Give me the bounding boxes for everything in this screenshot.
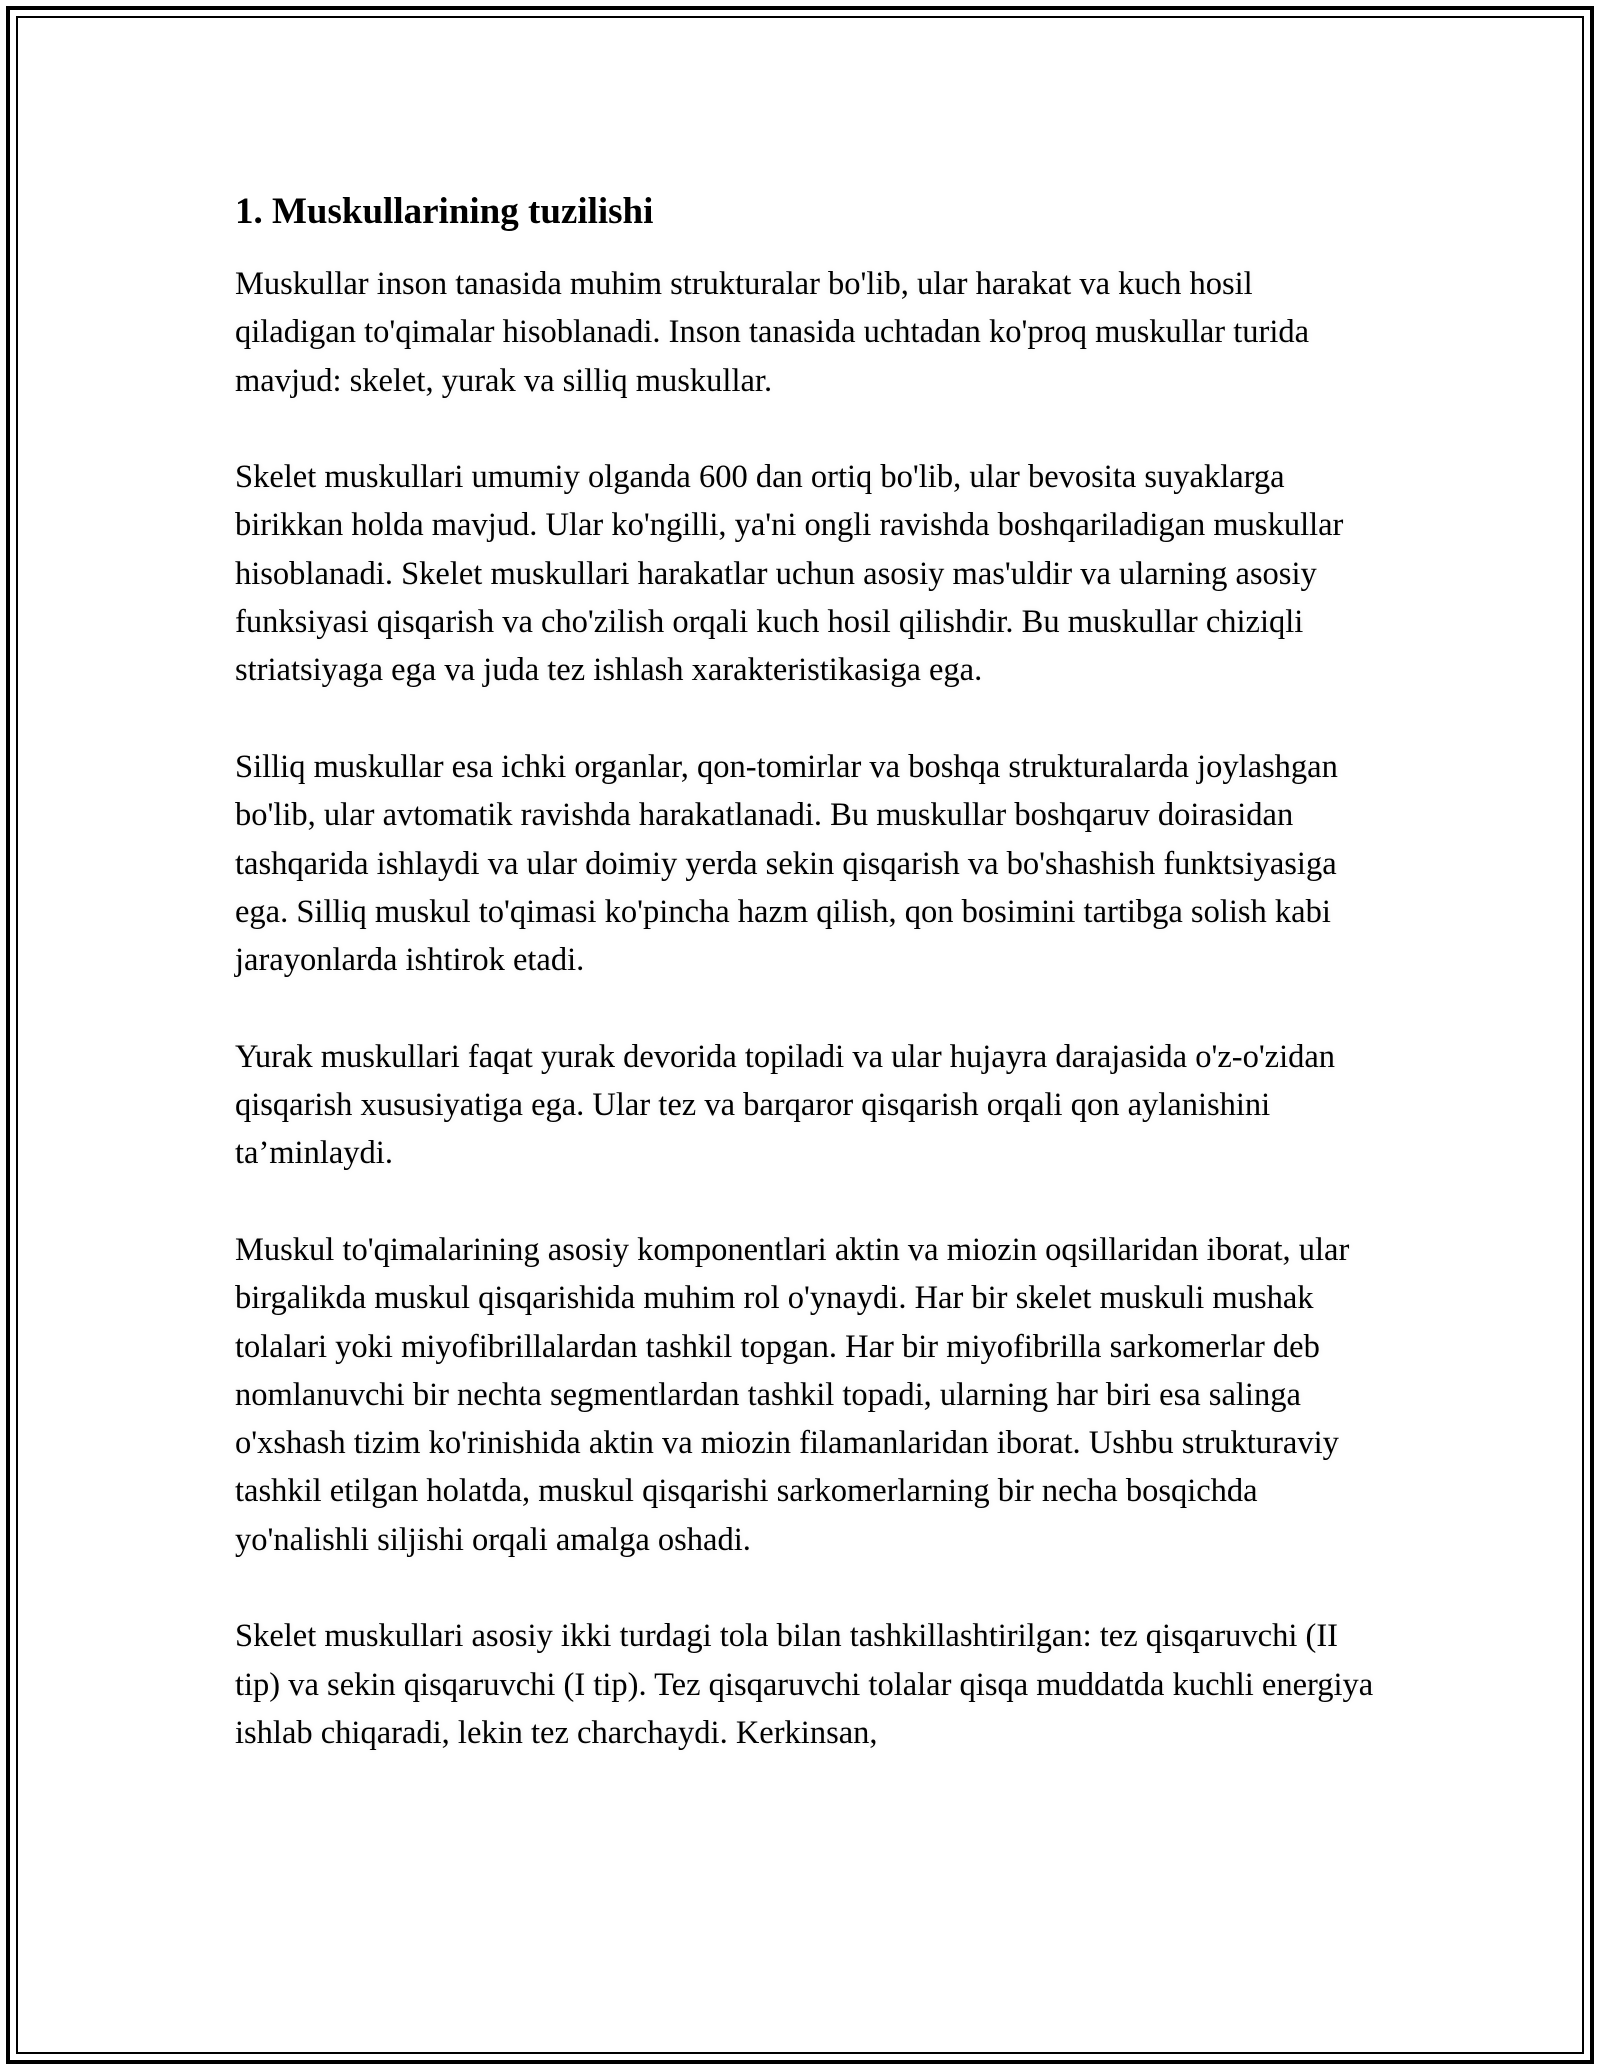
paragraph-skeletal: Skelet muskullari umumiy olganda 600 dan ortiq bo'lib, ular bevosita suyaklarga birikkan holda mavjud. Ular ko'ngilli, ya'ni ongli ravishda boshqariladigan muskullar hisoblanadi. Skelet muskullari harakatlar uchun asosiy mas'uldir va ularning asosiy funksiyasi qisqarish va cho'zilish orqali kuch hosil qilishdir. Bu muskullar chiziqli striatsiyaga ega va juda tez ishlash xarakteristikasiga ega. (235, 459, 1344, 689)
paragraph-fiber-types: Skelet muskullari asosiy ikki turdagi tola bilan tashkillashtirilgan: tez qisqaruvchi (II tip) va sekin qisqaruvchi (I tip). Tez qisqaruvchi tolalar qisqa muddatda kuchli energiya ishlab chiqaradi, lekin tez charchaydi. Kerkinsan, (235, 1618, 1374, 1751)
paragraph-smooth: Silliq muskullar esa ichki organlar, qon-tomirlar va boshqa strukturalarda joylashgan bo'lib, ular avtomatik ravishda harakatlanadi. Bu muskullar boshqaruv doirasidan tashqarida ishlaydi va ular doimiy yerda sekin qisqarish va bo'shashish funktsiyasiga ega. Silliq muskul to'qimasi ko'pincha hazm qilish, qon bosimini tartibga solish kabi jarayonlarda ishtirok etadi. (235, 748, 1338, 979)
document-body (235, 188, 1375, 1806)
paragraph-intro: Muskullar inson tanasida muhim strukturalar bo'lib, ular harakat va kuch hosil qiladigan to'qimalar hisoblanadi. Inson tanasida uchtadan ko'proq muskullar turida mavjud: skelet, yurak va silliq muskullar. (235, 266, 1310, 399)
paragraph-components: Muskul to'qimalarining asosiy komponentlari aktin va miozin oqsillaridan iborat, ular birgalikda muskul qisqarishida muhim rol o'ynaydi. Har bir skelet muskuli mushak tolalari yoki miyofibrillalardan tashkil topgan. Har bir miyofibrilla sarkomerlar deb nomlanuvchi bir nechta segmentlardan tashkil topadi, ularning har biri esa salinga o'xshash tizim ko'rinishida aktin va miozin filamanlaridan iborat. Ushbu strukturaviy tashkil etilgan holatda, muskul qisqarishi sarkomerlarning bir necha bosqichda yo'nalishli siljishi orqali amalga oshadi. (235, 1231, 1350, 1558)
paragraph-cardiac: Yurak muskullari faqat yurak devorida topiladi va ular hujayra darajasida o'z-o'zidan qisqarish xususiyatiga ega. Ular tez va barqaror qisqarish orqali qon aylanishini ta’minlaydi. (235, 1038, 1336, 1172)
section-heading: 1. Muskullarining tuzilishi (235, 191, 654, 232)
